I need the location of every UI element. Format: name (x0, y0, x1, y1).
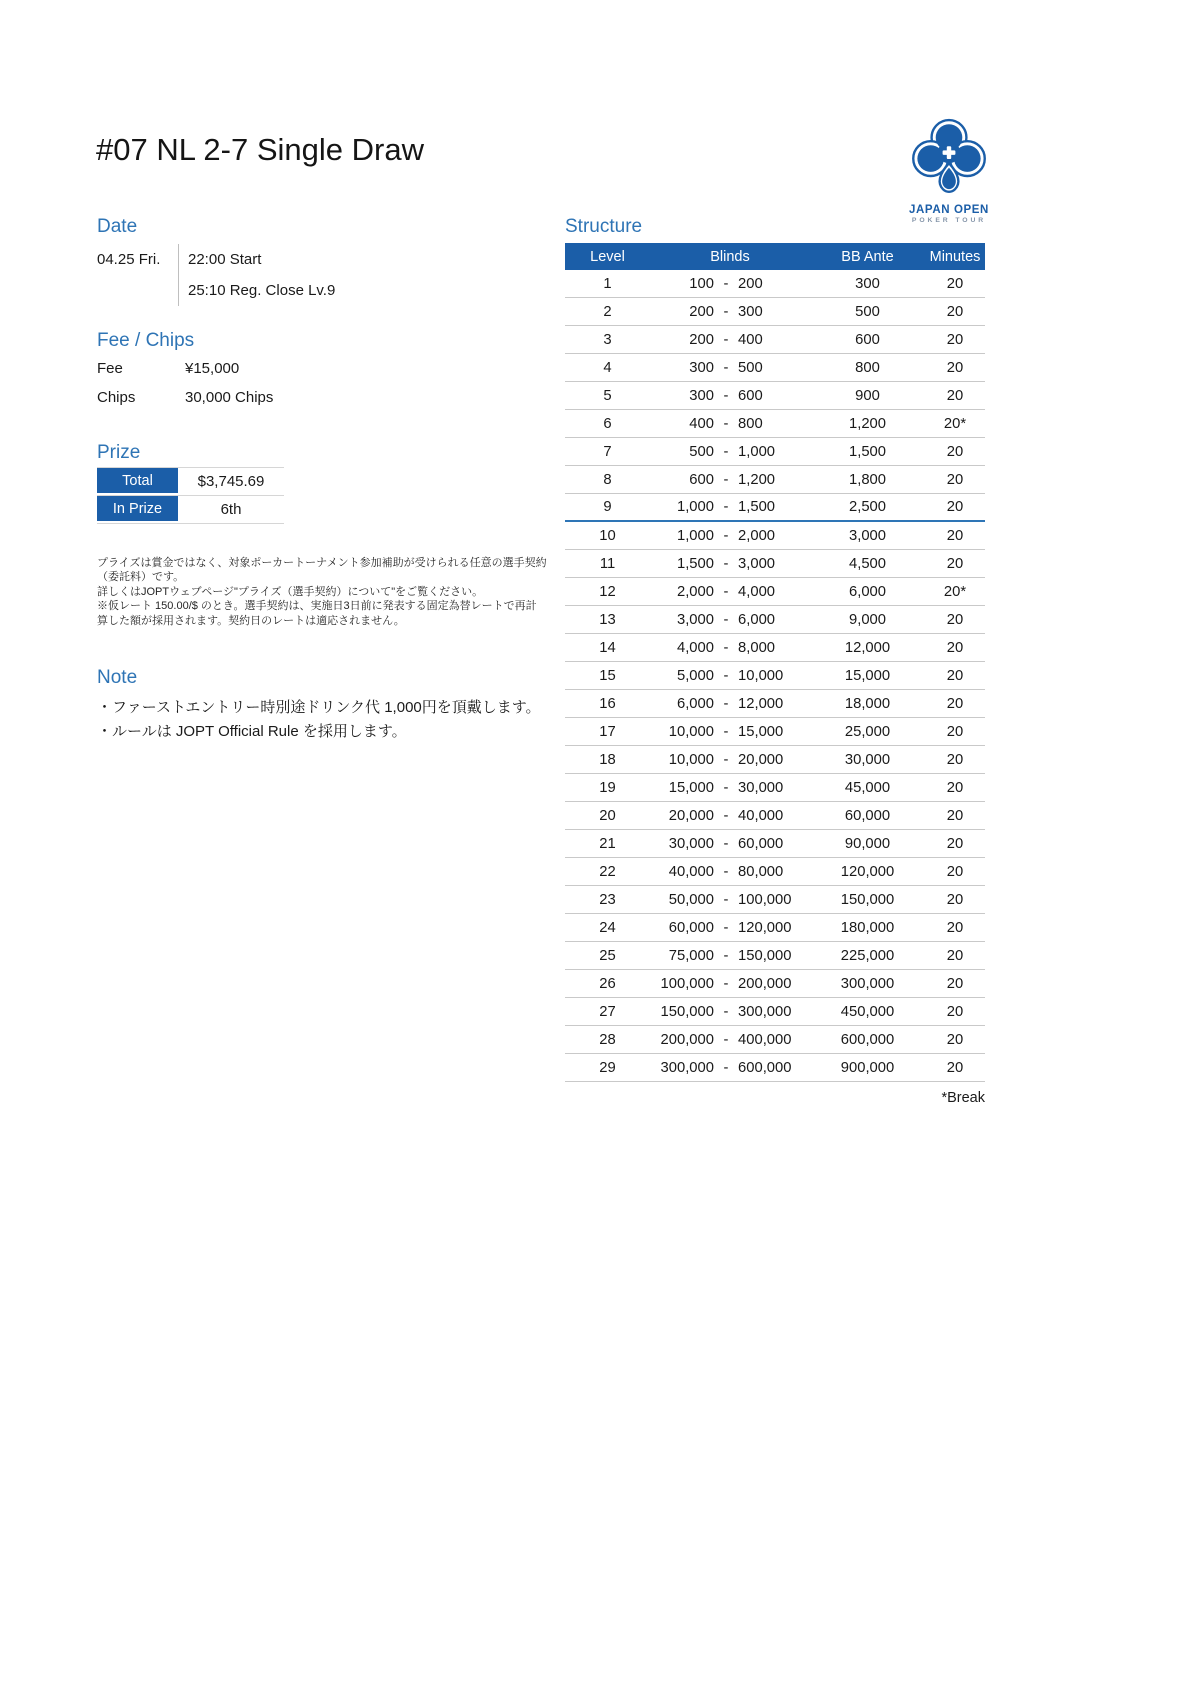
level-cell: 8 (603, 471, 612, 488)
minutes-cell: 20 (946, 695, 964, 712)
level-cell: 5 (603, 387, 612, 404)
bb-ante-cell: 600,000 (840, 1031, 895, 1048)
small-blind-value: 400 (689, 415, 714, 432)
big-blind-value: 4,000 (738, 583, 776, 600)
structure-row (565, 746, 985, 774)
minutes-cell: 20 (946, 555, 964, 572)
level-cell: 19 (599, 779, 616, 796)
structure-row (565, 1054, 985, 1082)
blinds-separator: - (723, 499, 729, 515)
level-cell: 26 (599, 975, 616, 992)
disclaimer-line: 算した額が採用されます。契約日のレートは適応されません。 (97, 614, 405, 627)
blinds-cell (650, 499, 810, 515)
bb-ante-cell: 2,500 (848, 499, 887, 515)
small-blind-value: 30,000 (668, 835, 714, 852)
minutes-cell: 20* (943, 415, 967, 432)
chips-label: Chips (97, 389, 136, 406)
bb-ante-cell: 120,000 (840, 863, 895, 880)
blinds-cell (650, 808, 810, 824)
fee-label: Fee (97, 360, 123, 377)
bb-ante-cell: 1,500 (848, 443, 887, 460)
level-cell: 11 (599, 555, 616, 572)
blinds-cell (650, 360, 810, 376)
fee-value: ¥15,000 (185, 360, 240, 377)
clover-logo-icon (903, 110, 995, 198)
blinds-cell (650, 444, 810, 460)
small-blind-value: 75,000 (668, 947, 714, 964)
small-blind-value: 1,000 (676, 499, 714, 515)
minutes-cell: 20 (946, 331, 964, 348)
minutes-cell: 20 (946, 947, 964, 964)
blinds-cell (650, 892, 810, 908)
structure-row (565, 298, 985, 326)
big-blind-value: 30,000 (738, 779, 784, 796)
small-blind-value: 600 (689, 471, 714, 488)
structure-row (565, 662, 985, 690)
bb-ante-cell: 900,000 (840, 1059, 895, 1076)
blinds-separator: - (723, 975, 729, 992)
small-blind-value: 200,000 (660, 1031, 714, 1048)
big-blind-value: 8,000 (738, 639, 776, 656)
disclaimer-line: プライズは賞金ではなく、対象ポーカートーナメント参加補助が受けられる任意の選手契約 (97, 557, 547, 569)
level-cell: 18 (599, 751, 616, 768)
structure-table-header (565, 243, 985, 270)
level-cell: 6 (603, 415, 612, 432)
small-blind-value: 2,000 (676, 583, 714, 600)
structure-row (565, 830, 985, 858)
prize-total-label: Total (97, 468, 178, 495)
level-cell: 1 (603, 275, 612, 292)
prize-heading: Prize (97, 442, 141, 463)
structure-row (565, 550, 985, 578)
blinds-cell (650, 332, 810, 348)
logo-text-poker-tour: POKER TOUR (911, 217, 987, 224)
big-blind-value: 15,000 (738, 723, 784, 740)
big-blind-value: 20,000 (738, 751, 784, 768)
small-blind-value: 1,500 (676, 555, 714, 572)
date-table (97, 244, 438, 306)
bb-ante-cell: 18,000 (844, 695, 891, 712)
break-footnote: *Break (941, 1090, 985, 1106)
bb-ante-cell: 225,000 (840, 947, 895, 964)
blinds-cell (650, 752, 810, 768)
header-level: Level (590, 248, 625, 265)
blinds-cell (650, 416, 810, 432)
level-cell: 29 (599, 1059, 616, 1076)
big-blind-value: 600,000 (738, 1059, 792, 1076)
structure-row (565, 466, 985, 494)
blinds-separator: - (723, 1003, 729, 1020)
blinds-separator: - (723, 331, 729, 348)
blinds-separator: - (723, 387, 729, 404)
fee-chips-heading: Fee / Chips (97, 330, 195, 351)
level-cell: 17 (599, 723, 616, 740)
prize-total-row (97, 468, 284, 496)
blinds-cell (650, 1004, 810, 1020)
prize-inprize-row (97, 496, 284, 524)
small-blind-value: 50,000 (668, 891, 714, 908)
minutes-cell: 20* (943, 583, 967, 600)
big-blind-value: 1,500 (738, 499, 776, 515)
minutes-cell: 20 (946, 975, 964, 992)
level-cell: 3 (603, 331, 612, 348)
blinds-cell (650, 948, 810, 964)
structure-row (565, 606, 985, 634)
note-heading: Note (97, 667, 138, 688)
level-cell: 22 (599, 863, 616, 880)
small-blind-value: 5,000 (676, 667, 714, 684)
structure-row (565, 522, 985, 550)
structure-row (565, 382, 985, 410)
blinds-separator: - (723, 1059, 729, 1076)
blinds-separator: - (723, 1031, 729, 1048)
level-cell: 21 (599, 835, 616, 852)
small-blind-value: 40,000 (668, 863, 714, 880)
minutes-cell: 20 (946, 751, 964, 768)
bb-ante-cell: 450,000 (840, 1003, 895, 1020)
minutes-cell: 20 (946, 303, 964, 320)
blinds-separator: - (723, 807, 729, 824)
minutes-cell: 20 (946, 667, 964, 684)
blinds-cell (650, 388, 810, 404)
big-blind-value: 100,000 (738, 891, 792, 908)
level-cell: 23 (599, 891, 616, 908)
structure-row (565, 718, 985, 746)
minutes-cell: 20 (946, 611, 964, 628)
bb-ante-cell: 500 (855, 303, 880, 320)
big-blind-value: 150,000 (738, 947, 792, 964)
structure-row (565, 886, 985, 914)
small-blind-value: 100,000 (660, 975, 714, 992)
structure-row (565, 578, 985, 606)
small-blind-value: 300,000 (660, 1059, 714, 1076)
small-blind-value: 60,000 (668, 919, 714, 936)
minutes-cell: 20 (946, 499, 964, 515)
blinds-separator: - (723, 695, 729, 712)
chips-row (97, 383, 273, 412)
disclaimer-line: （委託料）です。 (97, 571, 185, 584)
minutes-cell: 20 (946, 443, 964, 460)
small-blind-value: 4,000 (676, 639, 714, 656)
big-blind-value: 500 (738, 359, 763, 376)
big-blind-value: 80,000 (738, 863, 784, 880)
blinds-cell (650, 1060, 810, 1076)
level-cell: 27 (599, 1003, 616, 1020)
big-blind-value: 300,000 (738, 1003, 792, 1020)
chips-value: 30,000 Chips (185, 389, 274, 406)
blinds-separator: - (723, 303, 729, 320)
blinds-cell (650, 668, 810, 684)
blinds-separator: - (723, 779, 729, 796)
structure-rows (565, 270, 985, 1082)
big-blind-value: 60,000 (738, 835, 784, 852)
header-minutes: Minutes (929, 248, 981, 265)
level-cell: 15 (599, 667, 616, 684)
bb-ante-cell: 600 (855, 331, 880, 348)
blinds-cell (650, 920, 810, 936)
blinds-separator: - (723, 583, 729, 600)
big-blind-value: 400 (738, 331, 763, 348)
structure-row (565, 914, 985, 942)
structure-row (565, 354, 985, 382)
big-blind-value: 800 (738, 415, 763, 432)
minutes-cell: 20 (946, 779, 964, 796)
blinds-separator: - (723, 415, 729, 432)
header-bb-ante: BB Ante (841, 248, 894, 265)
big-blind-value: 200 (738, 275, 763, 292)
minutes-cell: 20 (946, 1031, 964, 1048)
small-blind-value: 100 (689, 275, 714, 292)
prize-inprize-label: In Prize (97, 496, 178, 523)
bb-ante-cell: 45,000 (844, 779, 891, 796)
minutes-cell: 20 (946, 891, 964, 908)
logo-text-japan-open: JAPAN OPEN (909, 204, 989, 216)
bb-ante-cell: 6,000 (848, 583, 887, 600)
bb-ante-cell: 180,000 (840, 919, 895, 936)
blinds-separator: - (723, 527, 729, 544)
structure-row (565, 326, 985, 354)
blinds-separator: - (723, 863, 729, 880)
blinds-separator: - (723, 275, 729, 292)
bb-ante-cell: 150,000 (840, 891, 895, 908)
big-blind-value: 120,000 (738, 919, 792, 936)
note-line: ・ルールは JOPT Official Rule を採用します。 (97, 723, 407, 740)
big-blind-value: 1,000 (738, 443, 776, 460)
structure-row (565, 1026, 985, 1054)
small-blind-value: 300 (689, 359, 714, 376)
small-blind-value: 15,000 (668, 779, 714, 796)
structure-row (565, 998, 985, 1026)
minutes-cell: 20 (946, 359, 964, 376)
blinds-cell (650, 584, 810, 600)
blinds-separator: - (723, 359, 729, 376)
minutes-cell: 20 (946, 835, 964, 852)
structure-row (565, 270, 985, 298)
bb-ante-cell: 3,000 (848, 527, 887, 544)
level-cell: 2 (603, 303, 612, 320)
fee-row (97, 354, 273, 383)
prize-table (97, 467, 284, 524)
minutes-cell: 20 (946, 863, 964, 880)
prize-disclaimer-text (97, 556, 567, 628)
level-cell: 24 (599, 919, 616, 936)
blinds-cell (650, 836, 810, 852)
level-cell: 25 (599, 947, 616, 964)
minutes-cell: 20 (946, 275, 964, 292)
bb-ante-cell: 800 (855, 359, 880, 376)
level-cell: 9 (603, 499, 612, 515)
blinds-separator: - (723, 751, 729, 768)
blinds-cell (650, 864, 810, 880)
structure-row (565, 438, 985, 466)
structure-row (565, 690, 985, 718)
blinds-cell (650, 612, 810, 628)
bb-ante-cell: 12,000 (844, 639, 891, 656)
bb-ante-cell: 15,000 (844, 667, 891, 684)
blinds-cell (650, 976, 810, 992)
date-value-empty (97, 275, 178, 306)
level-cell: 4 (603, 359, 612, 376)
blinds-cell (650, 1032, 810, 1048)
blinds-cell (650, 556, 810, 572)
start-time: 22:00 Start (178, 244, 438, 275)
small-blind-value: 1,000 (676, 527, 714, 544)
structure-row (565, 802, 985, 830)
blinds-separator: - (723, 555, 729, 572)
blinds-cell (650, 528, 810, 544)
jopt-logo (903, 110, 995, 224)
small-blind-value: 3,000 (676, 611, 714, 628)
page-title: #07 NL 2-7 Single Draw (96, 132, 424, 167)
blinds-separator: - (723, 667, 729, 684)
structure-row (565, 858, 985, 886)
reg-close-time: 25:10 Reg. Close Lv.9 (178, 275, 438, 306)
level-cell: 7 (603, 443, 612, 460)
big-blind-value: 6,000 (738, 611, 776, 628)
minutes-cell: 20 (946, 639, 964, 656)
minutes-cell: 20 (946, 387, 964, 404)
bb-ante-cell: 90,000 (844, 835, 891, 852)
big-blind-value: 12,000 (738, 695, 784, 712)
header-blinds: Blinds (710, 248, 750, 265)
big-blind-value: 3,000 (738, 555, 776, 572)
blinds-separator: - (723, 639, 729, 656)
bb-ante-cell: 1,200 (848, 415, 887, 432)
structure-row (565, 970, 985, 998)
bb-ante-cell: 900 (855, 387, 880, 404)
structure-row (565, 494, 985, 522)
structure-row (565, 634, 985, 662)
blinds-separator: - (723, 835, 729, 852)
big-blind-value: 10,000 (738, 667, 784, 684)
date-row (97, 275, 438, 306)
bb-ante-cell: 60,000 (844, 807, 891, 824)
small-blind-value: 6,000 (676, 695, 714, 712)
note-text (97, 696, 541, 744)
blinds-cell (650, 472, 810, 488)
bb-ante-cell: 25,000 (844, 723, 891, 740)
date-row (97, 244, 438, 275)
bb-ante-cell: 300,000 (840, 975, 895, 992)
big-blind-value: 400,000 (738, 1031, 792, 1048)
blinds-cell (650, 724, 810, 740)
note-line: ・ファーストエントリー時別途ドリンク代 1,000円を頂戴します。 (97, 699, 541, 716)
minutes-cell: 20 (946, 1003, 964, 1020)
small-blind-value: 200 (689, 303, 714, 320)
small-blind-value: 300 (689, 387, 714, 404)
minutes-cell: 20 (946, 1059, 964, 1076)
structure-table (565, 243, 985, 1082)
small-blind-value: 10,000 (668, 751, 714, 768)
blinds-separator: - (723, 723, 729, 740)
level-cell: 12 (599, 583, 616, 600)
structure-heading: Structure (565, 216, 643, 237)
disclaimer-line: ※仮レート 150.00/$ のとき。選手契約は、実施日3日前に発表する固定為替レートで再計 (97, 600, 537, 613)
blinds-separator: - (723, 947, 729, 964)
level-cell: 14 (599, 639, 616, 656)
bb-ante-cell: 30,000 (844, 751, 891, 768)
blinds-separator: - (723, 919, 729, 936)
big-blind-value: 600 (738, 387, 763, 404)
date-heading: Date (97, 216, 138, 237)
big-blind-value: 1,200 (738, 471, 776, 488)
blinds-cell (650, 696, 810, 712)
prize-total-value: $3,745.69 (197, 473, 265, 490)
fee-chips-table (97, 354, 273, 412)
blinds-cell (650, 276, 810, 292)
date-value: 04.25 Fri. (97, 251, 161, 268)
structure-row (565, 942, 985, 970)
big-blind-value: 300 (738, 303, 763, 320)
level-cell: 16 (599, 695, 616, 712)
small-blind-value: 200 (689, 331, 714, 348)
small-blind-value: 20,000 (668, 807, 714, 824)
small-blind-value: 150,000 (660, 1003, 714, 1020)
small-blind-value: 10,000 (668, 723, 714, 740)
big-blind-value: 200,000 (738, 975, 792, 992)
level-cell: 20 (599, 807, 616, 824)
level-cell: 28 (599, 1031, 616, 1048)
blinds-cell (650, 640, 810, 656)
minutes-cell: 20 (946, 919, 964, 936)
structure-row (565, 410, 985, 438)
minutes-cell: 20 (946, 723, 964, 740)
disclaimer-line: 詳しくはJOPTウェブページ"プライズ（選手契約）について"をご覧ください。 (97, 585, 484, 598)
level-cell: 13 (599, 611, 616, 628)
bb-ante-cell: 1,800 (848, 471, 887, 488)
blinds-separator: - (723, 611, 729, 628)
bb-ante-cell: 4,500 (848, 555, 887, 572)
blinds-cell (650, 304, 810, 320)
bb-ante-cell: 300 (855, 275, 880, 292)
level-cell: 10 (599, 527, 616, 544)
blinds-separator: - (723, 891, 729, 908)
structure-row (565, 774, 985, 802)
minutes-cell: 20 (946, 471, 964, 488)
blinds-separator: - (723, 471, 729, 488)
bb-ante-cell: 9,000 (848, 611, 887, 628)
minutes-cell: 20 (946, 527, 964, 544)
prize-inprize-value: 6th (220, 501, 242, 518)
minutes-cell: 20 (946, 807, 964, 824)
small-blind-value: 500 (689, 443, 714, 460)
big-blind-value: 40,000 (738, 807, 784, 824)
big-blind-value: 2,000 (738, 527, 776, 544)
blinds-cell (650, 780, 810, 796)
blinds-separator: - (723, 443, 729, 460)
